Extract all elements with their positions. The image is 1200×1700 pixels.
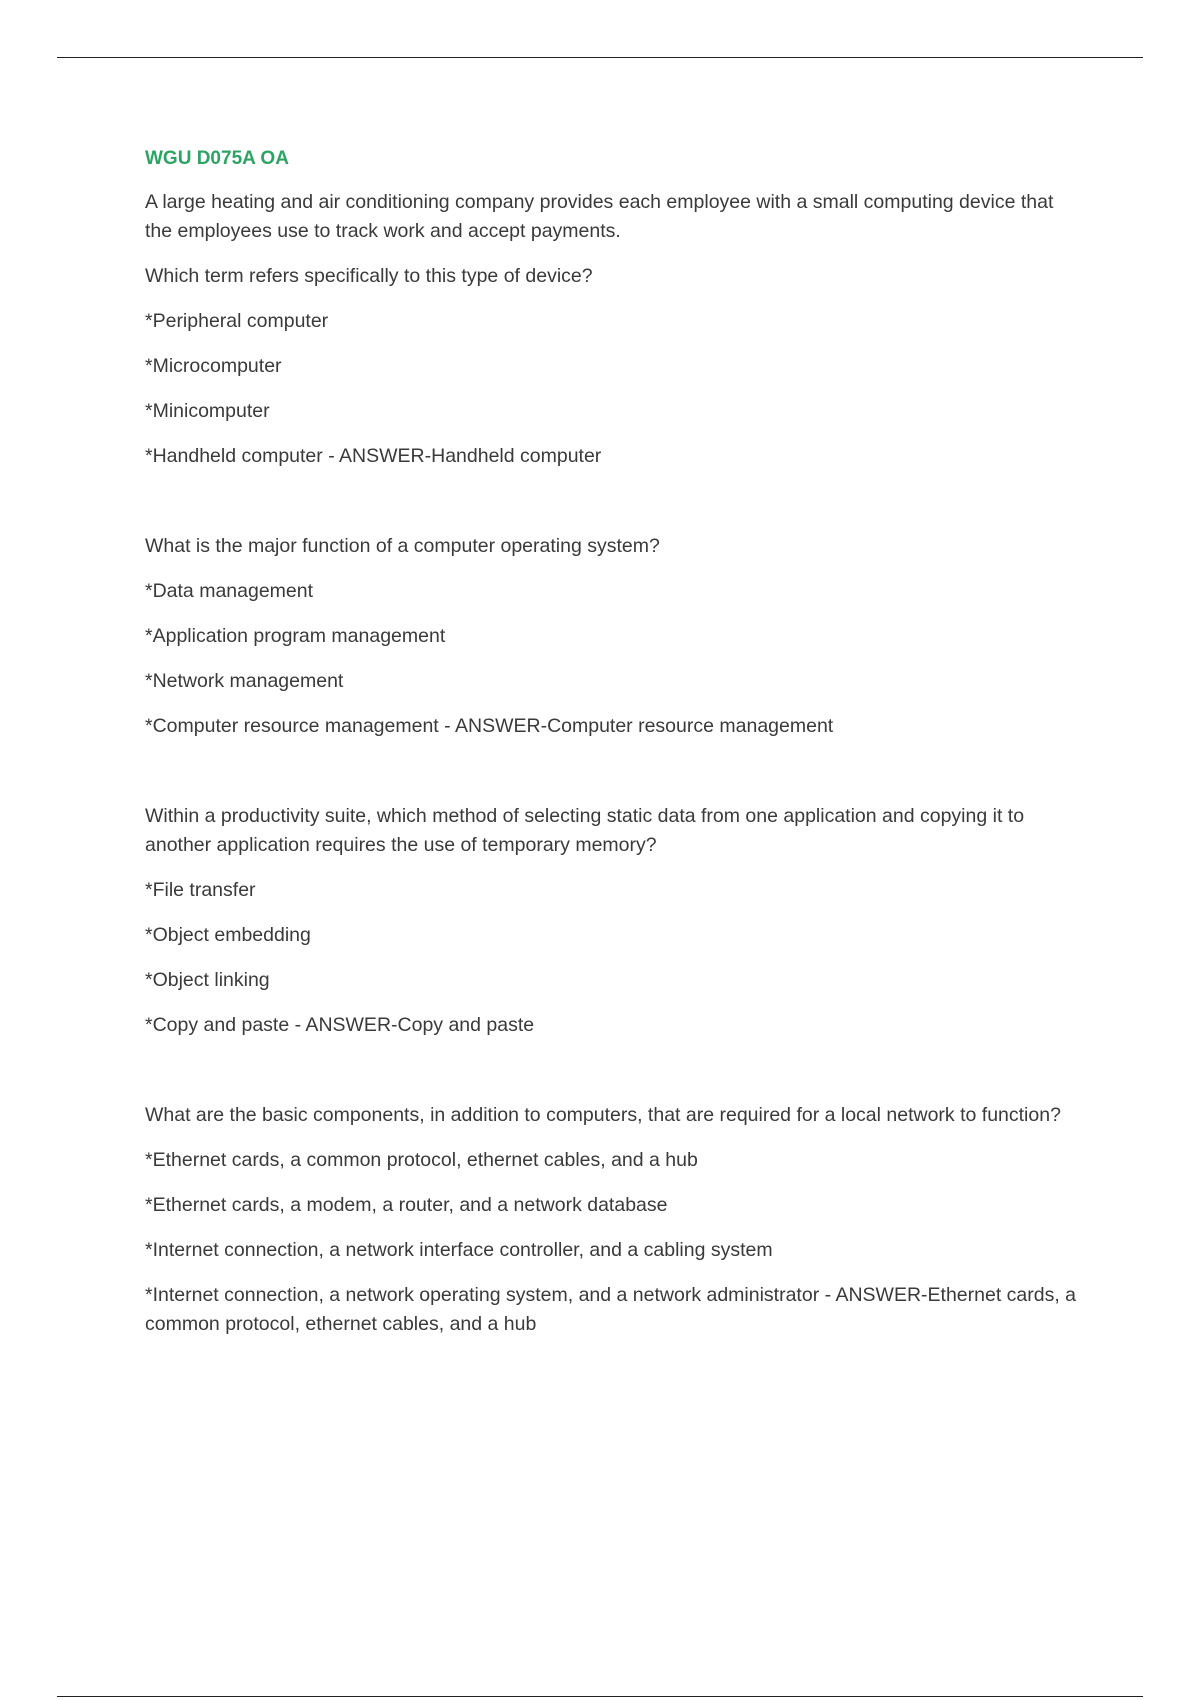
answer-option: *Application program management xyxy=(145,625,446,647)
answer-option: *Internet connection, a network interface controller, and a cabling system xyxy=(145,1239,773,1261)
question-stem: Which term refers specifically to this type of device? xyxy=(145,265,593,287)
question-block-3 xyxy=(145,802,1085,1040)
answer-option: *Minicomputer xyxy=(145,400,270,422)
question-block-4 xyxy=(145,1101,1085,1339)
question-stem: Within a productivity suite, which method of selecting static data from one application and copying it to another application requires the use of temporary memory? xyxy=(145,805,1025,856)
answer-option: *Network management xyxy=(145,670,344,692)
answer-option: *Object embedding xyxy=(145,924,311,946)
document-body xyxy=(145,146,1085,1355)
answer-option-with-answer: *Computer resource management - ANSWER-Computer resource management xyxy=(145,715,834,737)
answer-option: *Ethernet cards, a common protocol, ethernet cables, and a hub xyxy=(145,1149,698,1171)
answer-option: *Ethernet cards, a modem, a router, and a network database xyxy=(145,1194,668,1216)
answer-option-with-answer: *Copy and paste - ANSWER-Copy and paste xyxy=(145,1014,535,1036)
header-rule xyxy=(57,57,1143,58)
answer-option-with-answer: *Handheld computer - ANSWER-Handheld computer xyxy=(145,445,602,467)
answer-option: *Object linking xyxy=(145,969,270,991)
question-block-1 xyxy=(145,188,1085,471)
question-block-2 xyxy=(145,532,1085,741)
question-stem: What are the basic components, in addition to computers, that are required for a local network to function? xyxy=(145,1104,1061,1126)
footer-rule xyxy=(57,1696,1143,1697)
question-stem: What is the major function of a computer operating system? xyxy=(145,535,660,557)
question-stem: A large heating and air conditioning company provides each employee with a small computing device that the employees use to track work and accept payments. xyxy=(145,191,1054,242)
answer-option-with-answer: *Internet connection, a network operating system, and a network administrator - ANSWER-Ethernet cards, a common protocol, ethernet cables, and a hub xyxy=(145,1284,1077,1335)
answer-option: *File transfer xyxy=(145,879,256,901)
document-title: WGU D075A OA xyxy=(145,148,289,169)
answer-option: *Peripheral computer xyxy=(145,310,329,332)
answer-option: *Data management xyxy=(145,580,314,602)
answer-option: *Microcomputer xyxy=(145,355,282,377)
